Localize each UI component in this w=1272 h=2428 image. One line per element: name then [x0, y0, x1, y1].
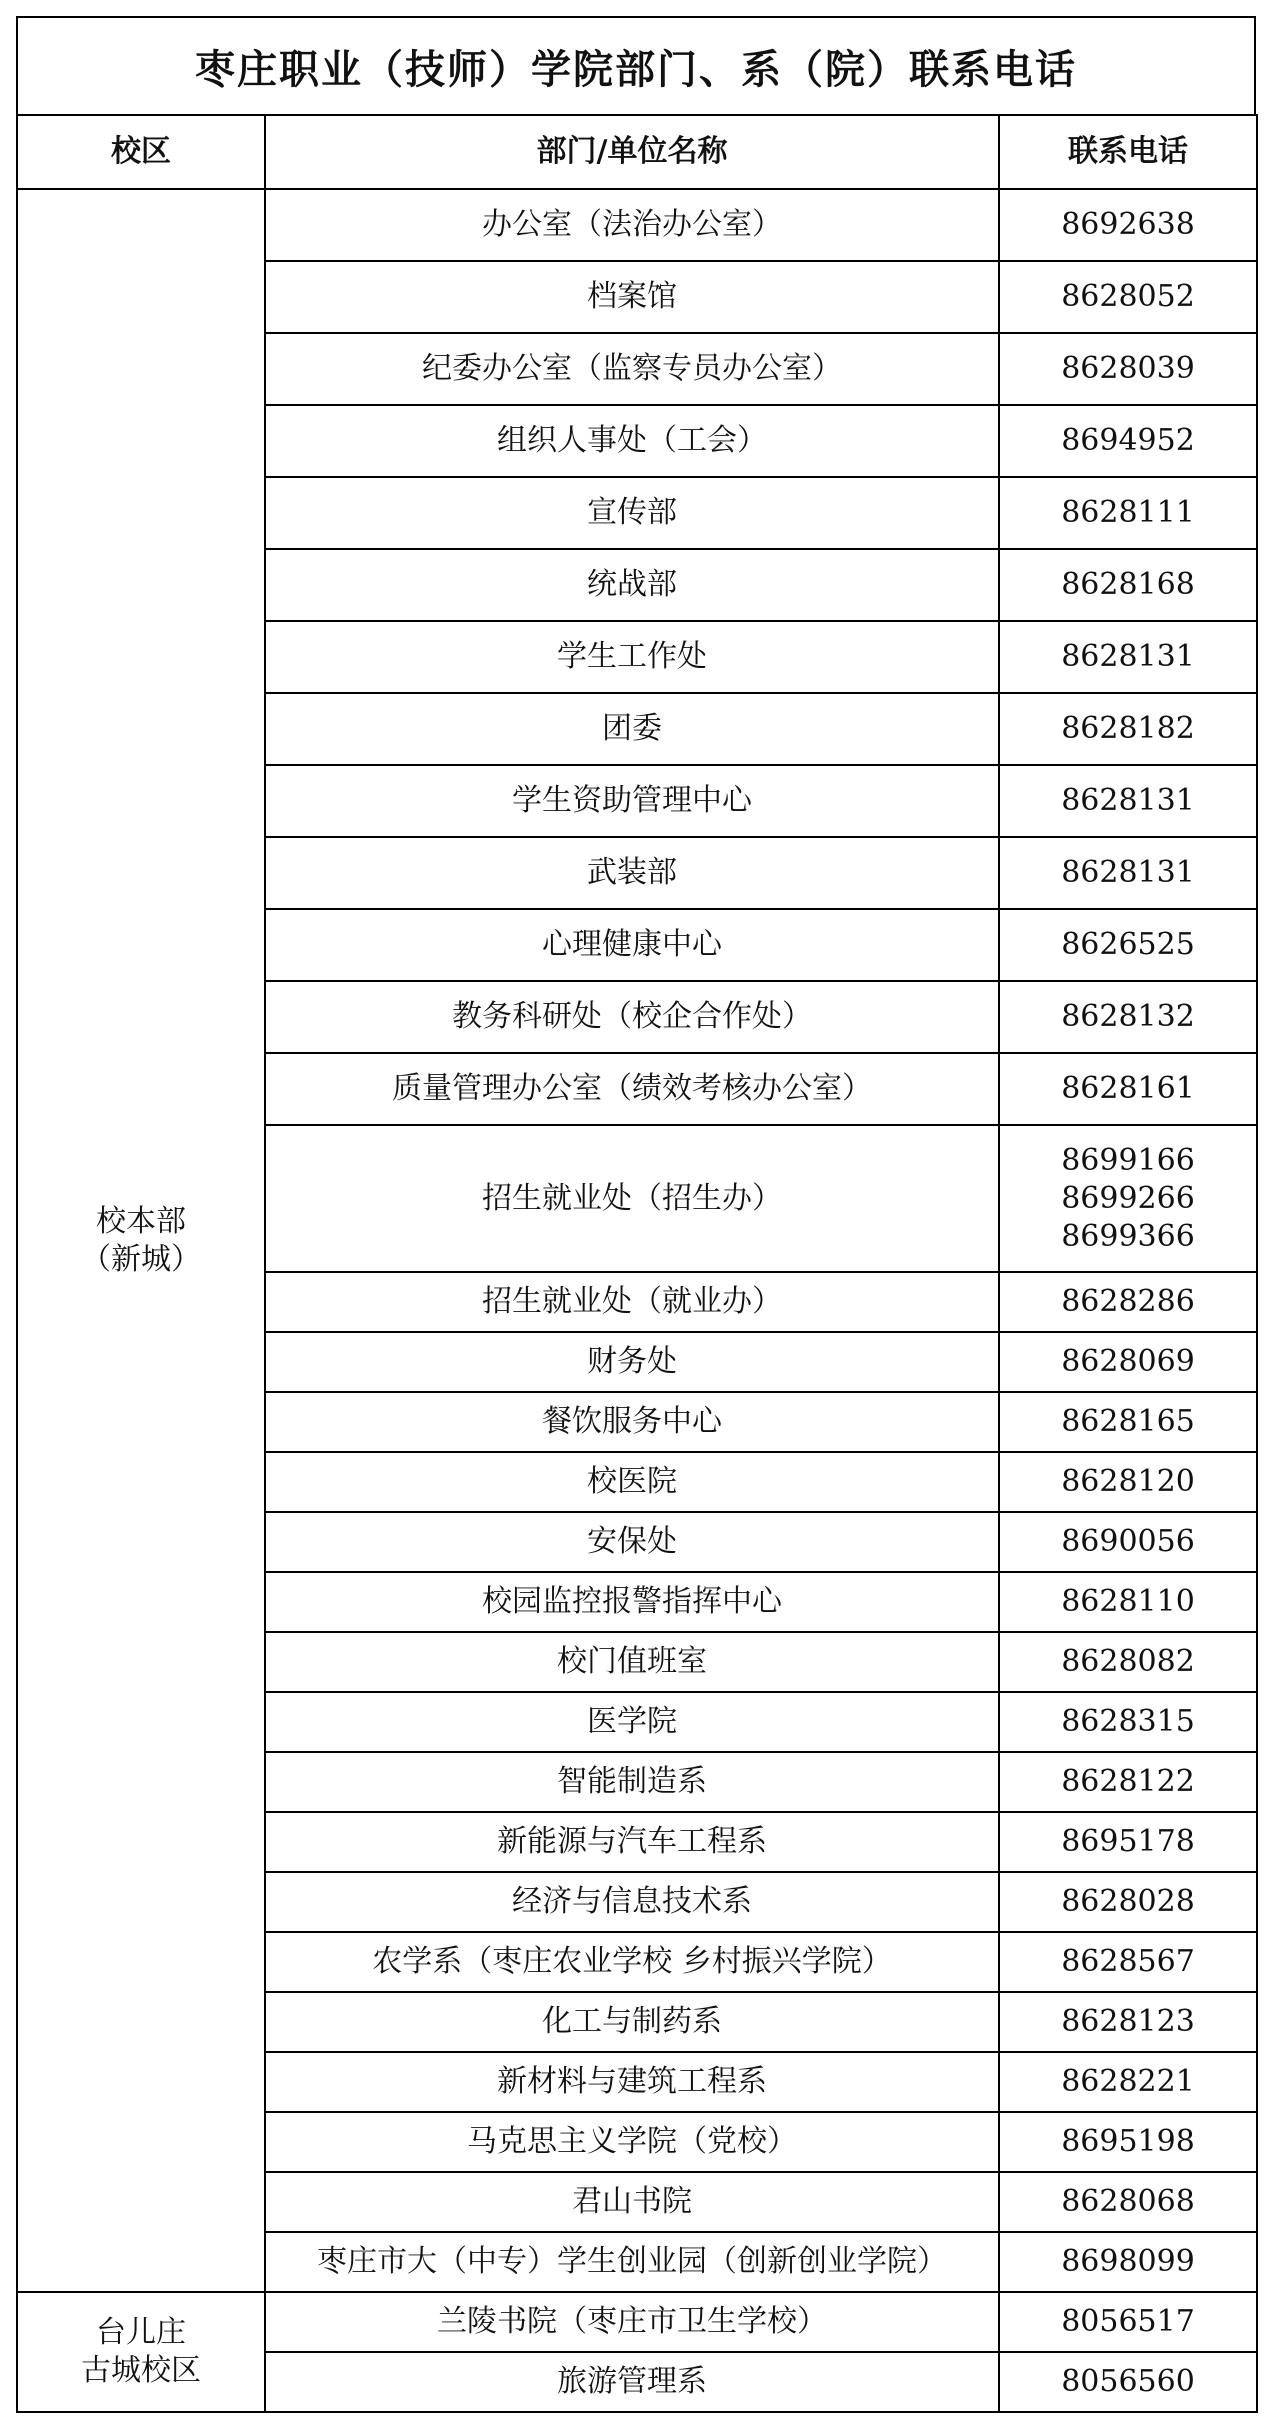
phone-number: 8628315 [999, 1692, 1257, 1752]
campus-cell [17, 189, 265, 2292]
phone-number: 8628082 [999, 1632, 1257, 1692]
phone-number: 8628131 [999, 837, 1257, 909]
campus-name-line1: 台儿庄 [96, 2315, 186, 2350]
department-name: 学生资助管理中心 [265, 765, 999, 837]
department-name: 校园监控报警指挥中心 [265, 1572, 999, 1632]
phone-number: 8628028 [999, 1872, 1257, 1932]
phone-number [999, 1125, 1257, 1272]
phone-table [16, 114, 1258, 2413]
phone-number: 8628286 [999, 1272, 1257, 1332]
department-name: 农学系（枣庄农业学校 乡村振兴学院） [265, 1932, 999, 1992]
table-body [17, 189, 1257, 2412]
phone-number: 8628052 [999, 261, 1257, 333]
department-name: 心理健康中心 [265, 909, 999, 981]
department-name: 教务科研处（校企合作处） [265, 981, 999, 1053]
phone-number: 8628168 [999, 549, 1257, 621]
department-name: 马克思主义学院（党校） [265, 2112, 999, 2172]
phone-number: 8692638 [999, 189, 1257, 261]
campus-name-line2: （新城） [81, 1241, 201, 1277]
header-phone: 联系电话 [999, 115, 1257, 189]
phone-number: 8628221 [999, 2052, 1257, 2112]
page-title: 枣庄职业（技师）学院部门、系（院）联系电话 [16, 16, 1256, 114]
phone-number: 8695198 [999, 2112, 1257, 2172]
phone-number: 8626525 [999, 909, 1257, 981]
phone-number: 8628131 [999, 621, 1257, 693]
phone-number: 8628068 [999, 2172, 1257, 2232]
phone-directory-sheet [16, 16, 1256, 2413]
department-name: 旅游管理系 [265, 2352, 999, 2412]
department-name: 统战部 [265, 549, 999, 621]
department-name: 新能源与汽车工程系 [265, 1812, 999, 1872]
department-name: 档案馆 [265, 261, 999, 333]
department-name: 武装部 [265, 837, 999, 909]
department-name: 兰陵书院（枣庄市卫生学校） [265, 2292, 999, 2352]
department-name: 校医院 [265, 1452, 999, 1512]
phone-number: 8628110 [999, 1572, 1257, 1632]
phone-number: 8628123 [999, 1992, 1257, 2052]
department-name: 纪委办公室（监察专员办公室） [265, 333, 999, 405]
phone-number: 8628132 [999, 981, 1257, 1053]
phone-number: 8628120 [999, 1452, 1257, 1512]
department-name: 新材料与建筑工程系 [265, 2052, 999, 2112]
department-name: 枣庄市大（中专）学生创业园（创新创业学院） [265, 2232, 999, 2292]
table-header-row [17, 115, 1257, 189]
phone-number: 8628039 [999, 333, 1257, 405]
phone-number-line: 8699366 [1061, 1218, 1195, 1254]
table-row [17, 189, 1257, 261]
phone-number: 8628567 [999, 1932, 1257, 1992]
department-name: 学生工作处 [265, 621, 999, 693]
department-name: 招生就业处（就业办） [265, 1272, 999, 1332]
table-row [17, 2292, 1257, 2352]
phone-number: 8690056 [999, 1512, 1257, 1572]
phone-number: 8628161 [999, 1053, 1257, 1125]
phone-number: 8698099 [999, 2232, 1257, 2292]
phone-number: 8628122 [999, 1752, 1257, 1812]
phone-number: 8628182 [999, 693, 1257, 765]
department-name: 医学院 [265, 1692, 999, 1752]
phone-number: 8628069 [999, 1332, 1257, 1392]
phone-number: 8056560 [999, 2352, 1257, 2412]
header-department: 部门/单位名称 [265, 115, 999, 189]
department-name: 餐饮服务中心 [265, 1392, 999, 1452]
phone-number: 8056517 [999, 2292, 1257, 2352]
department-name: 团委 [265, 693, 999, 765]
department-name: 校门值班室 [265, 1632, 999, 1692]
phone-number-line: 8699166 [1061, 1142, 1195, 1178]
phone-number: 8628165 [999, 1392, 1257, 1452]
department-name: 君山书院 [265, 2172, 999, 2232]
phone-number-line: 8699266 [1061, 1180, 1195, 1216]
department-name: 招生就业处（招生办） [265, 1125, 999, 1272]
department-name: 财务处 [265, 1332, 999, 1392]
department-name: 组织人事处（工会） [265, 405, 999, 477]
campus-name-line2: 古城校区 [81, 2353, 201, 2388]
department-name: 化工与制药系 [265, 1992, 999, 2052]
department-name: 智能制造系 [265, 1752, 999, 1812]
phone-number: 8695178 [999, 1812, 1257, 1872]
department-name: 安保处 [265, 1512, 999, 1572]
campus-name-line1: 校本部 [96, 1203, 186, 1239]
phone-number: 8628131 [999, 765, 1257, 837]
phone-number: 8694952 [999, 405, 1257, 477]
department-name: 宣传部 [265, 477, 999, 549]
department-name: 经济与信息技术系 [265, 1872, 999, 1932]
header-campus: 校区 [17, 115, 265, 189]
phone-number: 8628111 [999, 477, 1257, 549]
department-name: 质量管理办公室（绩效考核办公室） [265, 1053, 999, 1125]
department-name: 办公室（法治办公室） [265, 189, 999, 261]
campus-cell [17, 2292, 265, 2412]
